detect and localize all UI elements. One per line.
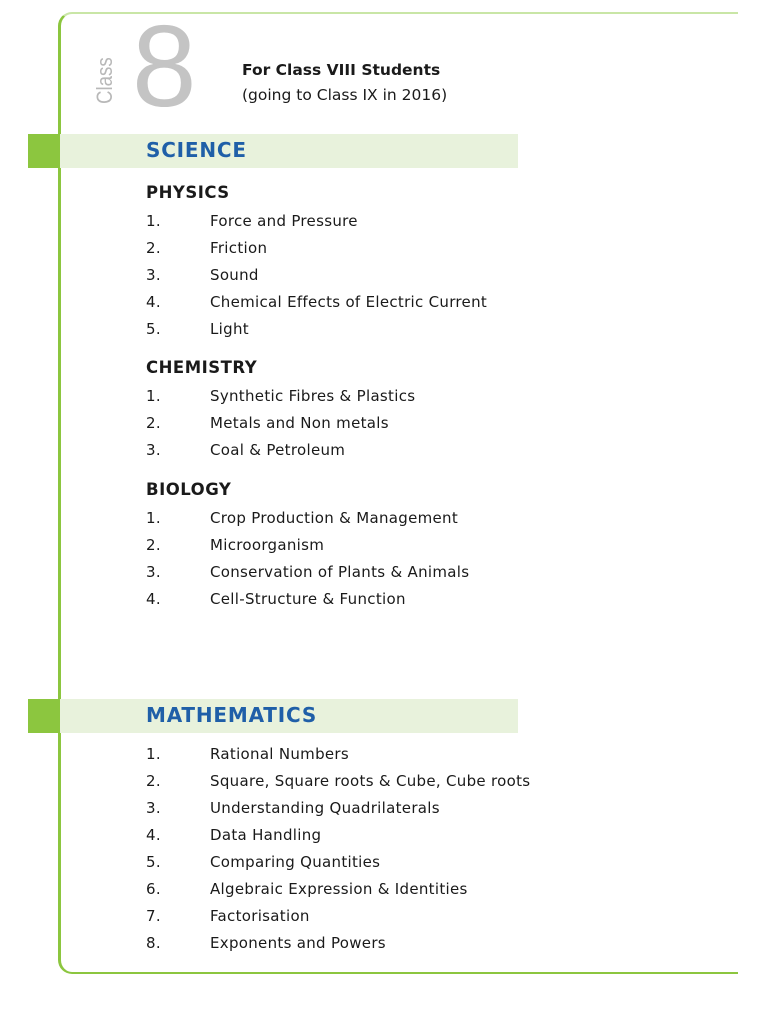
item-number: 3. <box>146 441 161 459</box>
mathematics-banner-tab <box>28 699 60 733</box>
item-number: 3. <box>146 563 161 581</box>
item-text: Data Handling <box>210 826 322 844</box>
item-number: 2. <box>146 536 161 554</box>
list-item <box>146 383 415 410</box>
list-item <box>146 289 487 316</box>
item-number: 4. <box>146 293 161 311</box>
mathematics-title: MATHEMATICS <box>146 703 318 727</box>
biology-list <box>146 505 469 613</box>
item-text: Exponents and Powers <box>210 934 386 952</box>
chemistry-list <box>146 383 415 464</box>
list-item <box>146 849 530 876</box>
item-text: Microorganism <box>210 536 325 554</box>
item-number: 1. <box>146 509 161 527</box>
science-title: SCIENCE <box>146 138 247 162</box>
item-text: Friction <box>210 239 268 257</box>
list-item <box>146 768 530 795</box>
physics-list <box>146 208 487 343</box>
item-number: 2. <box>146 772 161 790</box>
list-item <box>146 822 530 849</box>
item-number: 2. <box>146 414 161 432</box>
list-item <box>146 586 469 613</box>
header-line-2: (going to Class IX in 2016) <box>242 86 448 104</box>
item-number: 1. <box>146 212 161 230</box>
item-number: 2. <box>146 239 161 257</box>
item-text: Coal & Petroleum <box>210 441 346 459</box>
item-number: 4. <box>146 826 161 844</box>
item-text: Metals and Non metals <box>210 414 389 432</box>
science-banner-tab <box>28 134 60 168</box>
mathematics-banner <box>28 699 518 733</box>
list-item <box>146 410 415 437</box>
item-number: 7. <box>146 907 161 925</box>
science-banner <box>28 134 518 168</box>
item-number: 6. <box>146 880 161 898</box>
class-label: Class <box>92 57 117 104</box>
mathematics-list <box>146 741 530 957</box>
chemistry-heading: CHEMISTRY <box>146 358 258 377</box>
item-text: Understanding Quadrilaterals <box>210 799 440 817</box>
item-number: 5. <box>146 320 161 338</box>
list-item <box>146 795 530 822</box>
item-text: Light <box>210 320 249 338</box>
item-number: 8. <box>146 934 161 952</box>
item-text: Force and Pressure <box>210 212 358 230</box>
list-item <box>146 559 469 586</box>
header-line-1: For Class VIII Students <box>242 61 441 79</box>
item-text: Synthetic Fibres & Plastics <box>210 387 416 405</box>
item-text: Conservation of Plants & Animals <box>210 563 470 581</box>
list-item <box>146 316 487 343</box>
item-number: 3. <box>146 799 161 817</box>
list-item <box>146 903 530 930</box>
list-item <box>146 876 530 903</box>
item-text: Factorisation <box>210 907 310 925</box>
item-text: Chemical Effects of Electric Current <box>210 293 488 311</box>
item-text: Rational Numbers <box>210 745 350 763</box>
item-number: 3. <box>146 266 161 284</box>
item-number: 4. <box>146 590 161 608</box>
list-item <box>146 505 469 532</box>
item-number: 1. <box>146 387 161 405</box>
list-item <box>146 208 487 235</box>
item-text: Square, Square roots & Cube, Cube roots <box>210 772 531 790</box>
physics-heading: PHYSICS <box>146 183 230 202</box>
biology-heading: BIOLOGY <box>146 480 232 499</box>
class-number: 8 <box>132 1 197 131</box>
item-number: 5. <box>146 853 161 871</box>
item-text: Crop Production & Management <box>210 509 459 527</box>
list-item <box>146 930 530 957</box>
item-text: Algebraic Expression & Identities <box>210 880 468 898</box>
list-item <box>146 741 530 768</box>
item-number: 1. <box>146 745 161 763</box>
item-text: Sound <box>210 266 259 284</box>
page-header <box>242 58 447 108</box>
item-text: Cell-Structure & Function <box>210 590 406 608</box>
item-text: Comparing Quantities <box>210 853 381 871</box>
list-item <box>146 532 469 559</box>
list-item <box>146 235 487 262</box>
list-item <box>146 437 415 464</box>
list-item <box>146 262 487 289</box>
